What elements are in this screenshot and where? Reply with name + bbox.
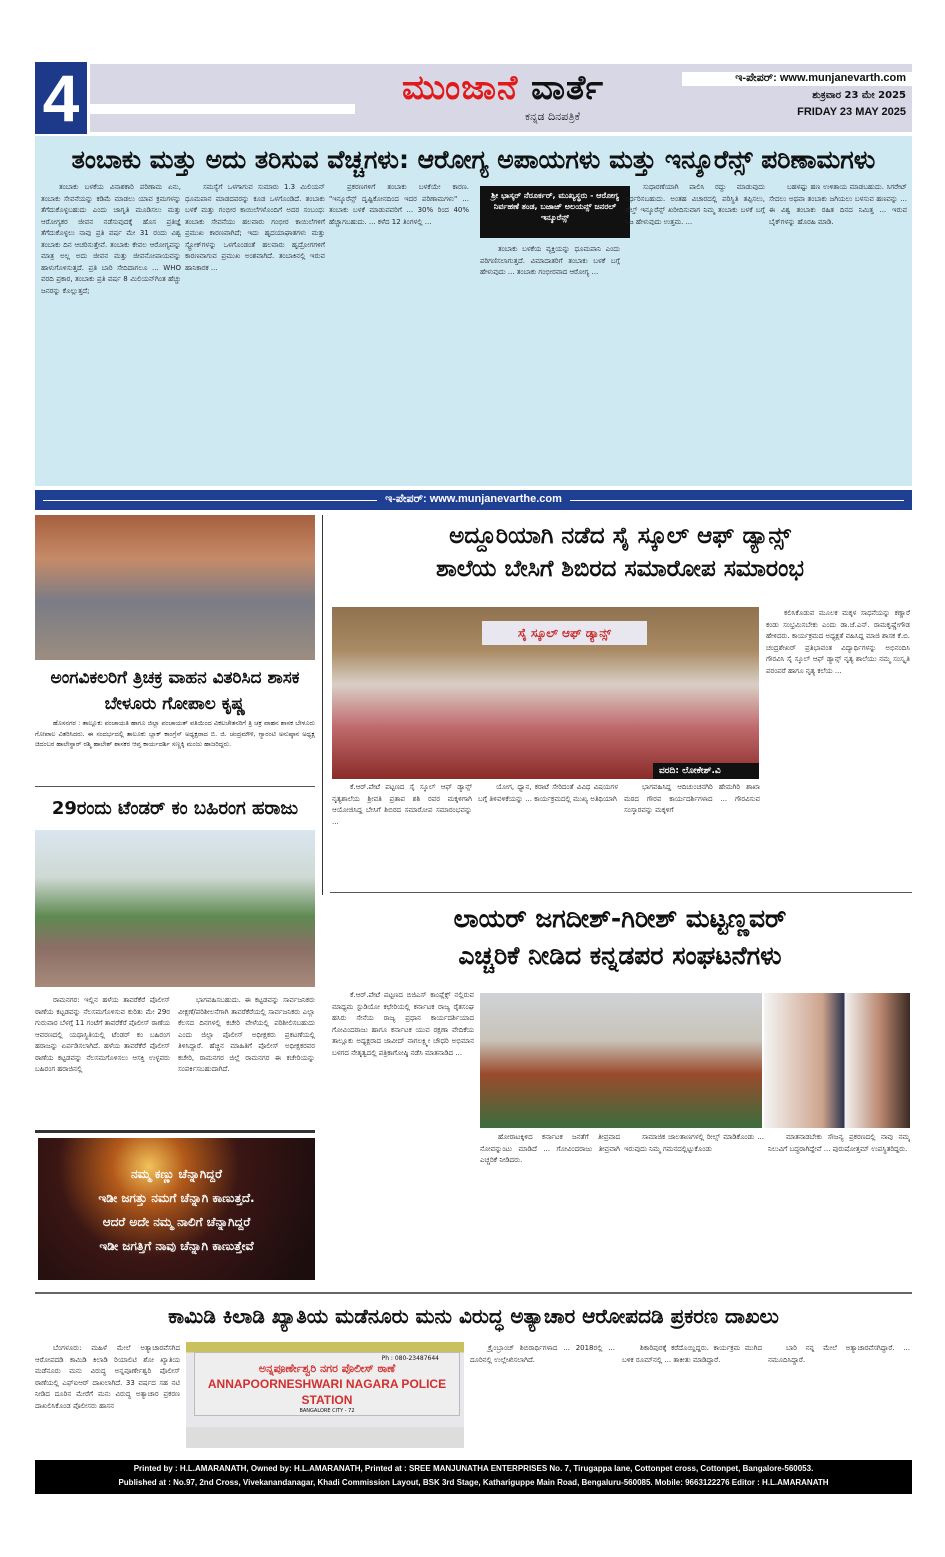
date-kannada: ಶುಕ್ರವಾರ 23 ಮೇ 2025 <box>812 90 906 101</box>
sign-english: ANNAPOORNESHWARI NAGARA POLICE STATION <box>207 1377 447 1407</box>
tender-photo <box>35 830 315 987</box>
vehicles-headline: ಅಂಗವಿಕಲರಿಗೆ ತ್ರಿಚಕ್ರ ವಾಹನ ವಿತರಿಸಿದ ಶಾಸಕ ಬೇಳೂರು ಗೋಪಾಲ ಕೃಷ್ಣ <box>50 668 300 714</box>
byline-box: ಶ್ರೀ ಭಾಸ್ಕರ್ ನೆರೂರ್ಕರ್, ಮುಖ್ಯಸ್ಥರು - ಆರೋಗ್ಯ ನಿರ್ವಹಣೆ ತಂಡ, ಬಜಾಜ್ ಅಲಯನ್ಸ್ ಜನರಲ್ ಇನ್ಶೂರೆನ್ಸ್ <box>480 186 630 238</box>
kannada-orgs-column-2: ಹೋರಾಟಕ್ಕಿಳಿದ ಕರ್ನಾಟಕ ಜನತೆಗೆ ತೀವ್ರವಾದ ನೋವನ್ನುಂಟು ಮಾಡಿದೆ ... ಗೋವಿಂದರಾಜು ತೀವ್ರವಾಗಿ ಎಚ್ಚರಿಕೆ ನೀಡಿದರು. <box>480 1133 620 1164</box>
section-divider <box>330 892 912 893</box>
logo-black: ವಾರ್ತೆ <box>531 68 604 108</box>
tender-headline: 29ರಂದು ಟೆಂಡರ್ ಕಂ ಬಹಿರಂಗ ಹರಾಜು <box>51 798 299 819</box>
photo-banner: ಸೈ ಸ್ಕೂಲ್ ಆಫ್ ಡ್ಯಾನ್ಸ್ <box>482 621 647 645</box>
date-english: FRIDAY 23 MAY 2025 <box>797 106 906 118</box>
madenur-column-1: ಬೆಂಗಳೂರು: ಮಹಿಳೆ ಮೇಲೆ ಅತ್ಯಾಚಾರವೆಸಗಿದ ಆರೋಪದಡಿ ಕಾಮಿಡಿ ಕಿಲಾಡಿ ರಿಯಾಲಿಟಿ ಶೋ ಖ್ಯಾತಿಯ ಮಡೆನೂರು ಮನು ವಿರುದ್ಧ ಅನ್ನಪೂರ್ಣೇಶ್ವರಿ ಪೊಲೀಸ್ ಠಾಣೆಯಲ್ಲಿ ಎಫ್‌ಐಆರ್ ದಾಖಲಾಗಿದೆ. 33 ವರ್ಷದ ಸಹ ನಟಿ ನೀಡಿದ ದೂರಿನ ಮೇರೆಗೆ ಮನು ವಿರುದ್ಧ ಅತ್ಯಾಚಾರ ಪ್ರಕರಣ ದಾಖಲಿಸಿಕೊಂಡ ಪೊಲೀಸರು ಹಾಸನ <box>35 1344 180 1410</box>
madenur-column-3: ಶಿಕಾರಿಪುರಕ್ಕೆ ಕರೆದೊಯ್ದಿದ್ದರು. ಕಾರ್ಯಕ್ರಮ ಮುಗಿದ ಬಳಿಕ ರೂಮ್‌ನಲ್ಲಿ ... ತಾಕೀತು ಮಾಡಿದ್ದಾರೆ. <box>622 1344 762 1364</box>
quote-line: ನಮ್ಮ ಕಣ್ಣು ಚೆನ್ನಾಗಿದ್ದರೆ <box>131 1167 222 1181</box>
dance-column-4: ಕಲಿಸಿಕೊಡುವ ಮೂಲಕ ಮಕ್ಕಳ ಸಾಧನೆಯನ್ನು ಕಣ್ಣಾರೆ ಕಂಡು ಸಂಭ್ರಮಿಸಬೇಕು ಎಂದು ಡಾ.ಜೆ.ಎನ್. ರಾಮಕೃಷ್ಣೇಗೌಡ ಹೇಳಿದರು. ಕಾರ್ಯಕ್ರಮದ ಅಧ್ಯಕ್ಷತೆ ವಹಿಸಿದ್ದ ಮಾಜಿ ಶಾಸಕ ಕೆ.ಬಿ. ಚಂದ್ರಶೇಖರ್ ಪ್ರತಿಭಾವಂತ ವಿದ್ಯಾರ್ಥಿಗಳನ್ನು ಅಭಿನಂದಿಸಿ ಗೌರವಿಸಿ ಸೈ ಸ್ಕೂಲ್ ಆಫ್ ಡ್ಯಾನ್ಸ್ ನೃತ್ಯ ಶಾಲೆಯು ನಮ್ಮ ಸಂಸ್ಕೃತಿ ಪರಂಪರೆ ಹಾಗೂ ನೃತ್ಯ ಕಲೆಯ ... <box>766 609 910 675</box>
quote-line: ಇಡೀ ಜಗತ್ತು ನಮಗೆ ಚೆನ್ನಾಗಿ ಕಾಣುತ್ತದೆ. <box>98 1191 255 1205</box>
masthead <box>90 64 912 132</box>
sign-phone: Ph : 080-23487644 <box>381 1355 439 1362</box>
kannada-orgs-column-3: ಸಾಮಾಜಿಕ ಜಾಲತಾಣಗಳಲ್ಲಿ ರೀಲ್ಸ್ ಮಾಡಿಕೊಂಡು ... ಇರುವುದು ನಿಮ್ಮ ಗಮನದಲ್ಲಿಟ್ಟುಕೊಂಡು <box>624 1133 764 1153</box>
lead-column-3: ಪ್ರಕರಣಗಳಿಗೆ ತಂಬಾಕು ಬಳಕೆಯೇ ಕಾರಣ. "ಇನ್ಶೂರೆನ್ಸ್ ದೃಷ್ಟಿಕೋನದಿಂದ ಇದರ ಪರಿಣಾಮಗಳು" ... ತಂಬಾಕು ಬಳಕೆ ಮಾಡುವವರಿಗೆ ... 30% ರಿಂದ 40% ಹೆಚ್ಚಾಗಬಹುದು. ... ಕಳೆದ 12 ತಿಂಗಳಲ್ಲಿ ... <box>329 183 469 226</box>
police-sign <box>194 1352 460 1416</box>
vehicles-body: ಹೊಸನಗರ : ತಾಲ್ಲೂಕು ಪಂಚಾಯತಿ ಹಾಗೂ ಜಿಲ್ಲಾ ಪಂಚಾಯತ್ ವತಿಯಿಂದ ವಿಕಲಚೇತನರಿಗೆ ತ್ರಿ ಚಕ್ರ ವಾಹನ ಶಾಸಕ ಬೇಳೂರು ಗೋಪಾಲ ವಿತರಿಸಿದರು. ಈ ಸಂದರ್ಭದಲ್ಲಿ ತಾಲೂಕು ಬ್ಲಾಕ್ ಕಾಂಗ್ರೆಸ್ ಅಧ್ಯಕ್ಷರಾದ ಬಿ. ಜಿ. ಚಂದ್ರಮೌಳಿ, ಗ್ಯಾರಂಟಿ ಅನುಷ್ಠಾನ ಅಧ್ಯಕ್ಷ ಚಿದಂಬರ ಹಾಲೇಸ್ಥಾರ್ ರಶ್ಮಿ ಹಾಲೇಶ್ ಶಾಸಕರ ಆಪ್ತ ಕಾರ್ಯದರ್ಶಿ ಸಣ್ಣಕ್ಕಿ ಮಂಜು ಹಾಜರಿದ್ದರು. <box>35 719 315 748</box>
kannada-orgs-photo <box>480 993 762 1128</box>
lead-article <box>35 136 912 486</box>
section-divider <box>35 1130 315 1133</box>
lead-column-5: ಸುಧಾರಣೆಯಾಗಿ ಪಾಲಿಸಿ ರದ್ದು ಮಾಡುವುದು ನಿರ್ಧರಿಸಬಹುದು. ಅಂತಹ ವಿಚಾರದಲ್ಲಿ ಪರಿಸ್ಥಿತಿ ತಪ್ಪಿಸಲು, ಹೆಲ್ತ್ ಇನ್ಶೂರೆನ್ಸ್ ಖರೀದಿಸುವಾಗ ನಿಮ್ಮ ತಂಬಾಕು ಬಳಕೆ ಬಗ್ಗೆ ನಿಜ ಹೇಳುವುದು ಉತ್ತಮ. ... <box>625 183 765 226</box>
photo-credit: ವರದಿ: ಲೋಕೇಶ್.ವಿ <box>653 763 759 779</box>
tender-column-2: ಭಾಗವಹಿಸಬಹುದು. ಈ ಕಟ್ಟಡವನ್ನು ಸಾರ್ವಜನಿಕರು ವೀಕ್ಷಣೆ/ಪರಿಶೀಲನೆಗಾಗಿ ತಾವರೆಕೆರೆಯಲ್ಲಿ ಸಾರ್ವಜನಿಕರು ಎಲ್ಲಾ ಕೆಲಸದ ದಿನಗಳಲ್ಲಿ ಕಚೇರಿ ವೇಳೆಯಲ್ಲಿ ಪರಿಶೀಲಿಸಬಹುದು ಎಂದು ಜಿಲ್ಲಾ ಪೊಲೀಸ್ ಅಧೀಕ್ಷಕರು ಪ್ರಕಟಣೆಯಲ್ಲಿ ತಿಳಿಸಿದ್ದಾರೆ. ಹೆಚ್ಚಿನ ಮಾಹಿತಿಗೆ ಪೊಲೀಸ್ ಅಧೀಕ್ಷಕರವರ ಕಚೇರಿ, ರಾಮನಗರ ಜಿಲ್ಲೆ ರಾಮನಗರ ಈ ಕಚೇರಿಯನ್ನು ಸಂಪರ್ಕಿಸಬಹುದಾಗಿದೆ. <box>178 996 315 1073</box>
portraits-photo <box>764 993 910 1128</box>
lead-column-1: ತಂಬಾಕು ಬಳಕೆಯ ವಿನಾಶಕಾರಿ ಪರಿಣಾಮ ಏನು, ತಂಬಾಕು ಸೇವನೆಯನ್ನು ಕಡಿಮೆ ಮಾಡಲು ಯಾವ ಕ್ರಮಗಳನ್ನು ತೆಗೆದುಕೊಳ್ಳಬಹುದು ಎಂದು ಜಾಗೃತಿ ಮೂಡಿಸಲು ಮತ್ತು ಆರೋಗ್ಯಕರ ಜೀವನ ನಡೆಸುವುದಕ್ಕೆ ಹೊಸ ಪ್ರತಿಜ್ಞೆ ತೆಗೆದುಕೊಳ್ಳಲು ನಾವು ಪ್ರತಿ ವರ್ಷ ಮೇ 31 ರಂದು ವಿಶ್ವ ತಂಬಾಕು ದಿನ ಆಚರಿಸುತ್ತೇವೆ. ತಂಬಾಕು ಕೇವಲ ಆರೋಗ್ಯವನ್ನು ಮಾತ್ರ ಅಲ್ಲ ಅದು ಜೀವನ ಮತ್ತು ಜೀವನೋಪಾಯವನ್ನು ಹಾಳುಗೊಳಿಸುತ್ತದೆ. ಪ್ರತಿ ಬಾರಿ ಸೇದಿದಾಗಲೂ ... WHO ವರದಿ ಪ್ರಕಾರ, ತಂಬಾಕು ಪ್ರತಿ ವರ್ಷ 8 ಮಿಲಿಯನ್‌ಗಿಂತ ಹೆಚ್ಚು ಜನರನ್ನು ಕೊಲ್ಲುತ್ತದೆ; <box>41 183 181 295</box>
madenur-column-4: ಬಾರಿ ನನ್ನ ಮೇಲೆ ಅತ್ಯಾಚಾರವೆಸಗಿದ್ದಾರೆ. ... ನಮೂದಿಸಿದ್ದಾರೆ. <box>768 1344 910 1364</box>
section-divider <box>35 1292 912 1294</box>
madenur-headline: ಕಾಮಿಡಿ ಕಿಲಾಡಿ ಖ್ಯಾತಿಯ ಮಡೆನೂರು ಮನು ವಿರುದ್ಧ ಅತ್ಯಾಚಾರ ಆರೋಪದಡಿ ಪ್ರಕರಣ ದಾಖಲು <box>168 1304 779 1328</box>
madenur-column-2: ಕ್ರೈಂಬ್ರಾಂಚ್ ಶಿಬಿರಾರ್ಥಿಗಳಾದ ... 2018ರಲ್ಲಿ ... ದೂರಿನಲ್ಲಿ ಉಲ್ಲೇಖಿಸಲಾಗಿದೆ. <box>470 1344 615 1364</box>
imprint-line-2: Published at : No.97, 2nd Cross, Vivekanandanagar, Khadi Commission Layout, BSK 3rd Stage, Kathariguppe Main Road, Bengaluru-560085. Mobile: 9663122276 Editor : H.L.AMARANATH <box>118 1478 829 1487</box>
page-number: 4 <box>35 62 87 134</box>
dance-photo <box>332 607 759 779</box>
police-station-photo <box>186 1342 464 1448</box>
quote-image <box>38 1138 315 1280</box>
banner-url[interactable]: ಇ-ಪೇಪರ್: www.munjanevarthe.com <box>377 493 570 505</box>
imprint-footer <box>35 1460 912 1494</box>
kannada-orgs-headline: ಲಾಯರ್ ಜಗದೀಶ್-ಗಿರೀಶ್ ಮಟ್ಟಣ್ಣವರ್ ಎಚ್ಚರಿಕೆ ನೀಡಿದ ಕನ್ನಡಪರ ಸಂಘಟನೆಗಳು <box>453 904 787 970</box>
dance-column-3: ಭಾಗವಹಿಸಿದ್ದ ಆದಿಚುಂಚನಗಿರಿ ಹೇಮಗಿರಿ ಶಾಖಾ ಮಠದ ಗೌರವ ಕಾರ್ಯದರ್ಶಿಗಳಾದ ... ಗೌರವಿಸುವ ಸಂಸ್ಕಾರವನ್ನು ಮಕ್ಕಳಿಗೆ <box>624 783 760 814</box>
tender-column-1: ರಾಮನಗರ: ಇಲ್ಲಿನ ಹಳೆಯ ತಾವರೆಕೆರೆ ಪೊಲೀಸ್ ಠಾಣೆಯ ಕಟ್ಟಡವನ್ನು ನೆಲಸಮಗೊಳಿಸುವ ಕುರಿತು ಮೇ 29ರ ಗುರುವಾರ ಬೆಳಗ್ಗೆ 11 ಗಂಟೆಗೆ ತಾವರೆಕೆರೆ ಪೊಲೀಸ್ ಠಾಣೆಯ ಆವರಣದಲ್ಲಿ ಯಥಾಸ್ಥಿತಿಯಲ್ಲಿ ಟೆಂಡರ್ ಕಂ ಬಹಿರಂಗ ಹರಾಜನ್ನು ಏರ್ಪಡಿಸಲಾಗಿದೆ. ಹಳೆಯ ತಾವರೆಕೆರೆ ಪೊಲೀಸ್ ಠಾಣೆಯ ಕಟ್ಟಡವನ್ನು ನೆಲಸಮಗೊಳಿಸಲು ಆಸಕ್ತಿ ಉಳ್ಳವರು ಬಹಿರಂಗ ಹರಾಜಿನಲ್ಲಿ <box>35 996 170 1073</box>
quote-line: ಆದರೆ ಅದೇ ನಮ್ಮ ನಾಲಿಗೆ ಚೆನ್ನಾಗಿದ್ದರೆ <box>102 1215 251 1229</box>
dance-column-1: ಕೆ.ಆರ್.ಪೇಟೆ ಪಟ್ಟಣದ ಸೈ ಸ್ಕೂಲ್ ಆಫ್ ಡ್ಯಾನ್ಸ್ ನೃತ್ಯಶಾಲೆಯ ಶ್ರೀವತಿ ಪ್ರತಾಪ ಶಶಿ ರವರ ಮಕ್ಕಳಿಗಾಗಿ ಆಯೋಜಿಸಿದ್ದ ಬೇಸಿಗೆ ಶಿಬಿರದ ಸಮಾರೋಪ ಸಮಾರಂಭವನ್ನು ... <box>332 783 472 826</box>
imprint-line-1: Printed by : H.L.AMARANATH, Owned by: H.L.AMARANATH, Printed at : SREE MANJUNATHA ENTERPRISES No. 7, Tirugappa lane, Cottonpet cross, Cottonpet, Bangalore-560053. <box>133 1464 814 1473</box>
epaper-banner <box>35 490 912 510</box>
section-divider <box>35 786 315 787</box>
lead-column-6: ಬಹಳಷ್ಟು ಹಣ ಉಳಿತಾಯ ಮಾಡಬಹುದು. ಸಿಗರೇಟ್ ಸೇದಲು ಅಥವಾ ತಂಬಾಕು ಜಗಿಯಲು ಬಳಸುವ ಹಣವನ್ನು ... ಈ ವಿಶ್ವ ತಂಬಾಕು ರಹಿತ ದಿನದ ನಿಮಿತ್ತ ... ಇರುವ ಬೈಕ್‌ಗಳನ್ನು ಹೊರಹಿ ಮಾಡಿ. <box>769 183 907 226</box>
column-divider <box>322 515 323 895</box>
logo-red: ಮುಂಜಾನೆ <box>402 68 519 108</box>
newspaper-logo <box>402 66 604 110</box>
newspaper-subtitle: ಕನ್ನಡ ದಿನಪತ್ರಿಕೆ <box>525 110 581 123</box>
kannada-orgs-column-1: ಕೆ.ಆರ್.ಪೇಟೆ ಪಟ್ಟಣದ ಬಿಜಿಎಸ್ ಕಾಂಪ್ಲೆಕ್ಸ್ ನಲ್ಲಿರುವ ಮಾಧ್ಯಮ ಸ್ಟುಡಿಯೋ ಕಛೇರಿಯಲ್ಲಿ ಕರ್ನಾಟಕ ರಾಜ್ಯ ರೈತಸಂಘ ಹಸಿರು ಸೇನೆಯ ರಾಜ್ಯ ಪ್ರಧಾನ ಕಾರ್ಯದರ್ಶಿಯಾದ ಗೋವಿಂದರಾಜು ಹಾಗೂ ಕರ್ನಾಟಕ ಯುವ ರಕ್ಷಣಾ ವೇದಿಕೆಯ ತಾಲ್ಲೂಕು ಅಧ್ಯಕ್ಷರಾದ ಜಾವೀದ್ ನಾಗಲಕ್ಷ್ಮೀ ಚೌಧರಿ ಅಭಿಮಾನ ಬಳಗದ ನೇತೃತ್ವದಲ್ಲಿ ಪತ್ರಿಕಾಗೋಷ್ಠಿ ನಡೆಸಿ ಮಾತನಾಡಿದ ... <box>332 991 474 1057</box>
dance-column-2: ಯೋಗ, ಧ್ಯಾನ, ಕರಾಟೆ ಸೇರಿದಂತೆ ವಿವಿಧ ವಿಷಯಗಳ ಬಗ್ಗೆ ತಿಳಿವಳಿಕೆಯನ್ನು ... ಕಾರ್ಯಕ್ರಮದಲ್ಲಿ ಮುಖ್ಯ ಅತಿಥಿಯಾಗಿ <box>478 783 618 803</box>
vehicle-distribution-photo <box>35 515 315 660</box>
lead-column-2: ಸಮಸ್ಯೆಗೆ ಒಳಗಾಗುವ ಸುಮಾರು 1.3 ಮಿಲಿಯನ್ ಧೂಮಪಾನ ಮಾಡದವರನ್ನು ಕೂಡ ಒಳಗೊಂಡಿದೆ. ತಂಬಾಕು ಬಳಕೆ ಮತ್ತು ಗಂಭೀರ ಕಾಯಿಲೆಗಳೊಂದಿಗೆ ಅದರ ಸಂಬಂಧ: ತಂಬಾಕು ಸೇವನೆಯು ಹಲವಾರು ಗಂಭೀರ ಕಾಯಿಲೆಗಳಿಗೆ ಪ್ರಮುಖ ಕಾರಣವಾಗಿದೆ; ಇದು ಹೃದಯಾಘಾತಗಳು ಮತ್ತು ಸ್ಟ್ರೋಕ್‌ಗಳನ್ನು ಒಳಗೊಂಡಂತೆ ಹಲವಾರು ಹೃದ್ರೋಗಗಳಿಗೆ ಕಾರಣವಾಗುವ ಪ್ರಮುಖ ಅಂಶವಾಗಿದೆ. ತಂಬಾಕಿನಲ್ಲಿ ಇರುವ ಹಾನಿಕಾರಕ ... <box>185 183 325 272</box>
quote-line: ಇಡೀ ಜಗತ್ತಿಗೆ ನಾವು ಚೆನ್ನಾಗಿ ಕಾಣುತ್ತೇವೆ <box>99 1239 254 1253</box>
masthead-rule-left <box>90 104 355 114</box>
sign-kannada: ಅನ್ನಪೂರ್ಣೇಶ್ವರಿ ನಗರ ಪೊಲೀಸ್ ಠಾಣೆ <box>258 1362 396 1375</box>
lead-headline: ತಂಬಾಕು ಮತ್ತು ಅದು ತರಿಸುವ ವೆಚ್ಚಗಳು: ಆರೋಗ್ಯ ಅಪಾಯಗಳು ಮತ್ತು ಇನ್ಶೂರೆನ್ಸ್ ಪರಿಣಾಮಗಳು <box>71 145 876 174</box>
kannada-orgs-column-4: ಮಾತನಾಡಬೇಕು ಸೌಜನ್ಯ ಪ್ರಕರಣದಲ್ಲಿ ನಾವು ನಮ್ಮ ನಿಲುವಿಗೆ ಬದ್ಧರಾಗಿದ್ದೇವೆ ... ಪುರುಷೋತ್ತಮ್ ಉಪಸ್ಥಿತರಿದ್ದರು. <box>768 1133 910 1153</box>
epaper-url[interactable]: ಇ-ಪೇಪರ್: www.munjanevarth.com <box>735 72 906 84</box>
dance-headline: ಅದ್ದೂರಿಯಾಗಿ ನಡೆದ ಸೈ ಸ್ಕೂಲ್ ಆಫ್ ಡ್ಯಾನ್ಸ್ ಶಾಲೆಯ ಬೇಸಿಗೆ ಶಿಬಿರದ ಸಮಾರೋಪ ಸಮಾರಂಭ <box>436 523 804 582</box>
lead-column-4: ತಂಬಾಕು ಬಳಕೆಯ ವ್ಯಕ್ತಿಯನ್ನು ಧೂಮಪಾನಿ ಎಂದು ಪರಿಗಣಿಸಲಾಗುತ್ತದೆ. ವಿಮಾದಾತರಿಗೆ ತಂಬಾಕು ಬಳಕೆ ಬಗ್ಗೆ ಹೇಳುವುದು ... ತಂಬಾಕು ಗಂಭೀರವಾದ ಆರೋಗ್ಯ ... <box>480 245 620 276</box>
sign-city: BANGALORE CITY - 72 <box>299 1408 355 1414</box>
